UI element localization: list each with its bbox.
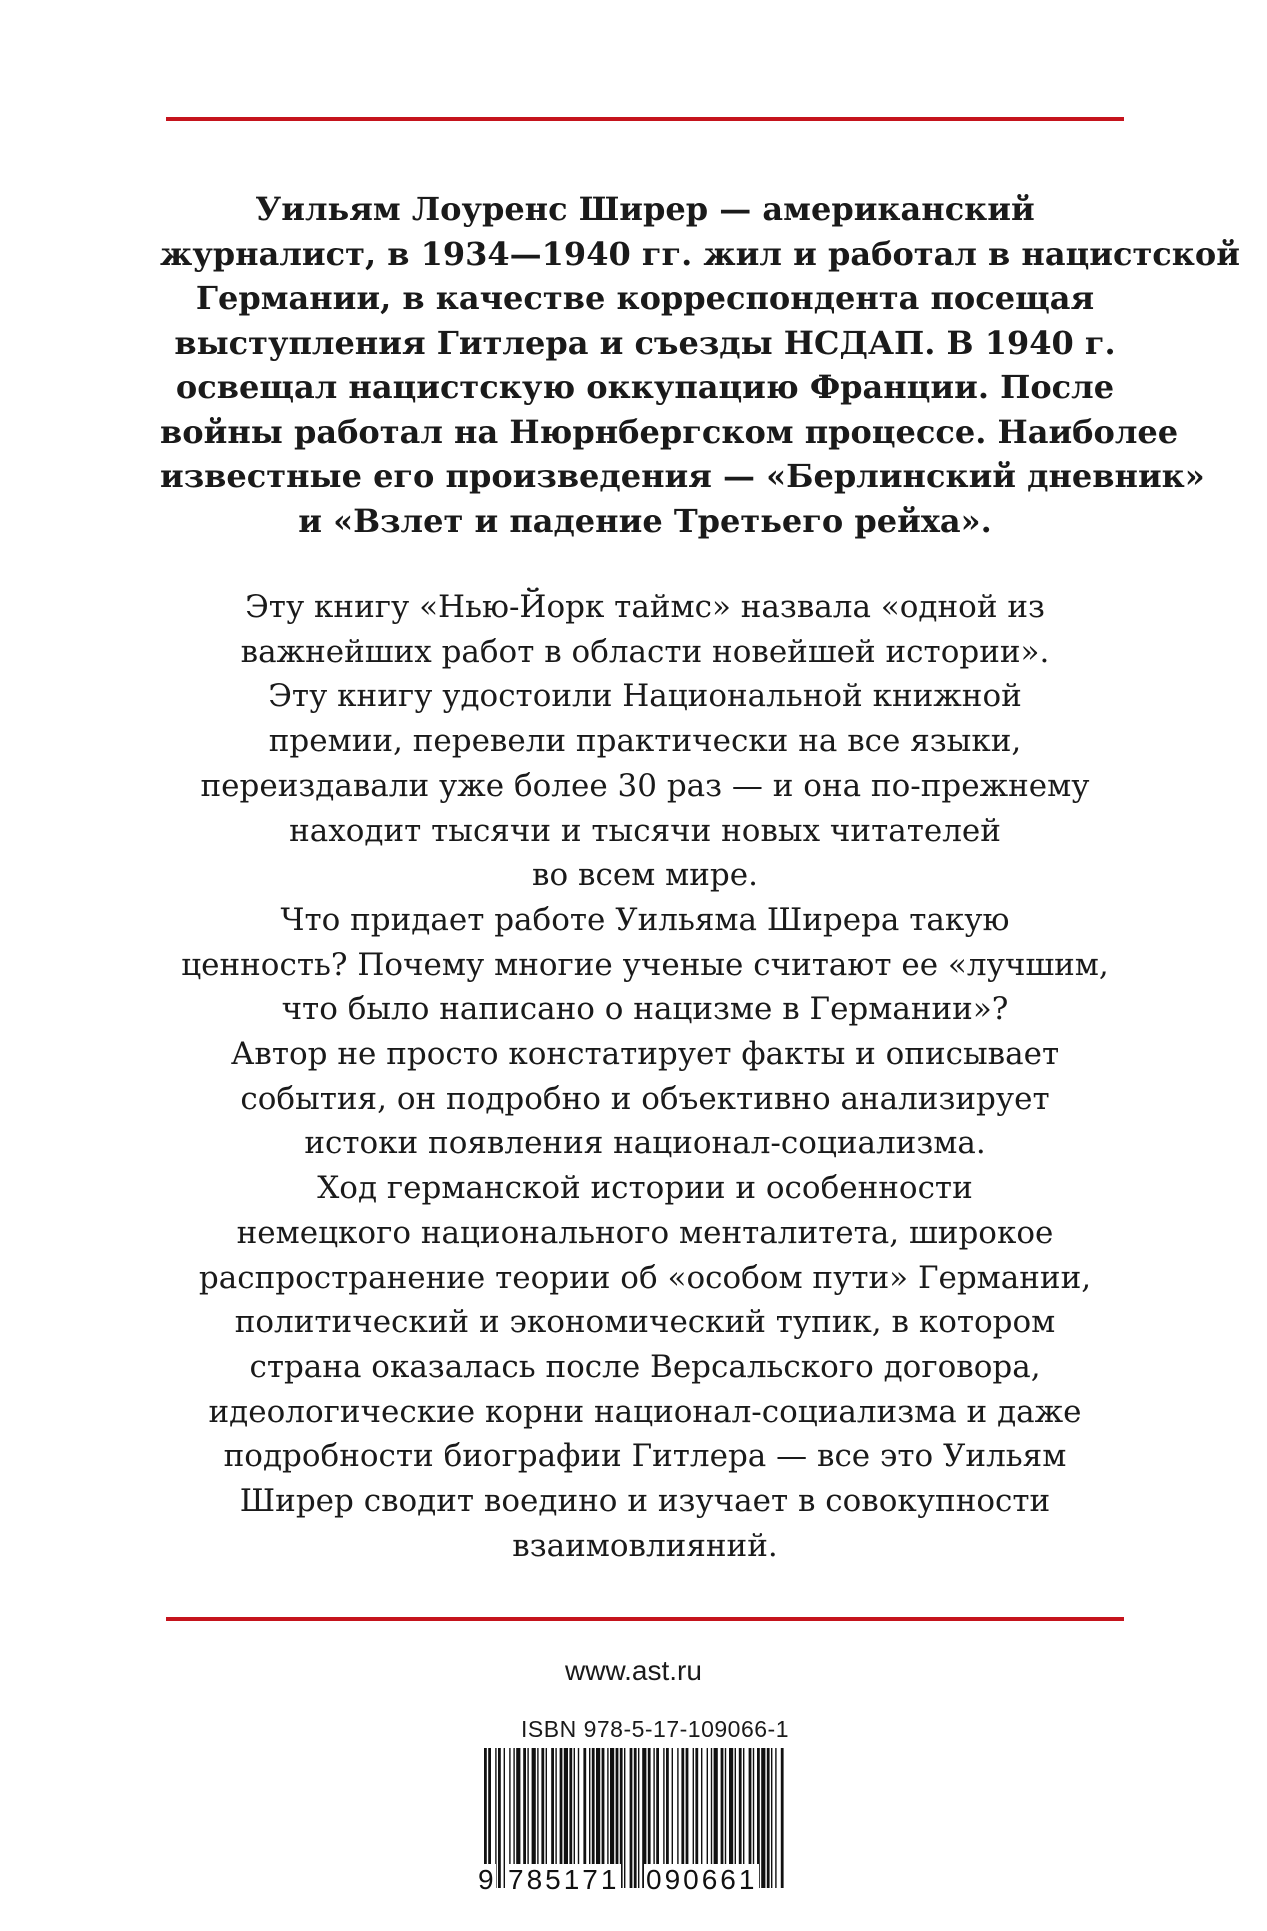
description-line: распространение теории об «особом пути» Германии, xyxy=(198,1259,1092,1296)
description-line: страна оказалась после Версальского договора, xyxy=(249,1348,1041,1385)
description-line: подробности биографии Гитлера — все это Уильям xyxy=(223,1438,1067,1475)
description-line: политический и экономический тупик, в котором xyxy=(234,1304,1056,1341)
barcode-digit-first: 9 xyxy=(478,1864,494,1895)
description-line: события, он подробно и объективно анализирует xyxy=(240,1080,1050,1117)
description-line: Ход германской истории и особенности xyxy=(317,1170,973,1207)
description-line: Автор не просто констатирует факты и описывает xyxy=(230,1036,1060,1073)
book-description xyxy=(160,585,1130,1568)
bio-line: освещал нацистскую оккупацию Франции. После xyxy=(175,368,1115,406)
bottom-red-rule xyxy=(166,1617,1124,1621)
publisher-website: www.ast.ru xyxy=(565,1655,702,1686)
bio-line: известные его произведения — «Берлинский дневник» xyxy=(160,457,1205,495)
barcode-digits xyxy=(480,1864,790,1900)
bio-line: и «Взлет и падение Третьего рейха». xyxy=(298,501,992,540)
bio-line: журналист, в 1934—1940 гг. жил и работал в нацистской xyxy=(160,234,1240,273)
description-line: во всем мире. xyxy=(532,857,758,894)
description-line: взаимовлияний. xyxy=(512,1527,778,1564)
barcode-digits-left: 785171 xyxy=(508,1864,620,1895)
description-line: находит тысячи и тысячи новых читателей xyxy=(289,812,1001,849)
description-line: ценность? Почему многие ученые считают ее «лучшим, xyxy=(181,946,1109,983)
description-line: важнейших работ в области новейшей истории». xyxy=(240,633,1050,670)
description-line: Эту книгу «Нью-Йорк таймс» назвала «одной из xyxy=(245,589,1045,625)
description-line: Что придает работе Уильяма Ширера такую xyxy=(280,901,1010,938)
bio-line: Германии, в качестве корреспондента посещая xyxy=(195,279,1095,317)
description-line: немецкого национального менталитета, широкое xyxy=(236,1214,1054,1251)
description-line: идеологические корни национал-социализма и даже xyxy=(208,1393,1082,1430)
bio-line: войны работал на Нюрнбергском процессе. Наиболее xyxy=(160,412,1179,451)
barcode-digits-right: 090661 xyxy=(646,1864,758,1895)
description-line: Ширер сводит воедино и изучает в совокупности xyxy=(239,1483,1051,1520)
description-line: переиздавали уже более 30 раз — и она по-прежнему xyxy=(200,767,1090,804)
description-line: премии, перевели практически на все языки, xyxy=(268,723,1022,760)
description-line: что было написано о нацизме в Германии»? xyxy=(281,991,1009,1028)
bio-line: выступления Гитлера и съезды НСДАП. В 1940 г. xyxy=(174,323,1116,362)
author-bio xyxy=(160,187,1240,543)
top-red-rule xyxy=(166,117,1124,121)
description-line: истоки появления национал-социализма. xyxy=(304,1125,986,1162)
isbn-label: ISBN 978-5-17-109066-1 xyxy=(521,1716,789,1742)
bio-line: Уильям Лоуренс Ширер — американский xyxy=(255,190,1035,228)
description-line: Эту книгу удостоили Национальной книжной xyxy=(268,678,1022,715)
